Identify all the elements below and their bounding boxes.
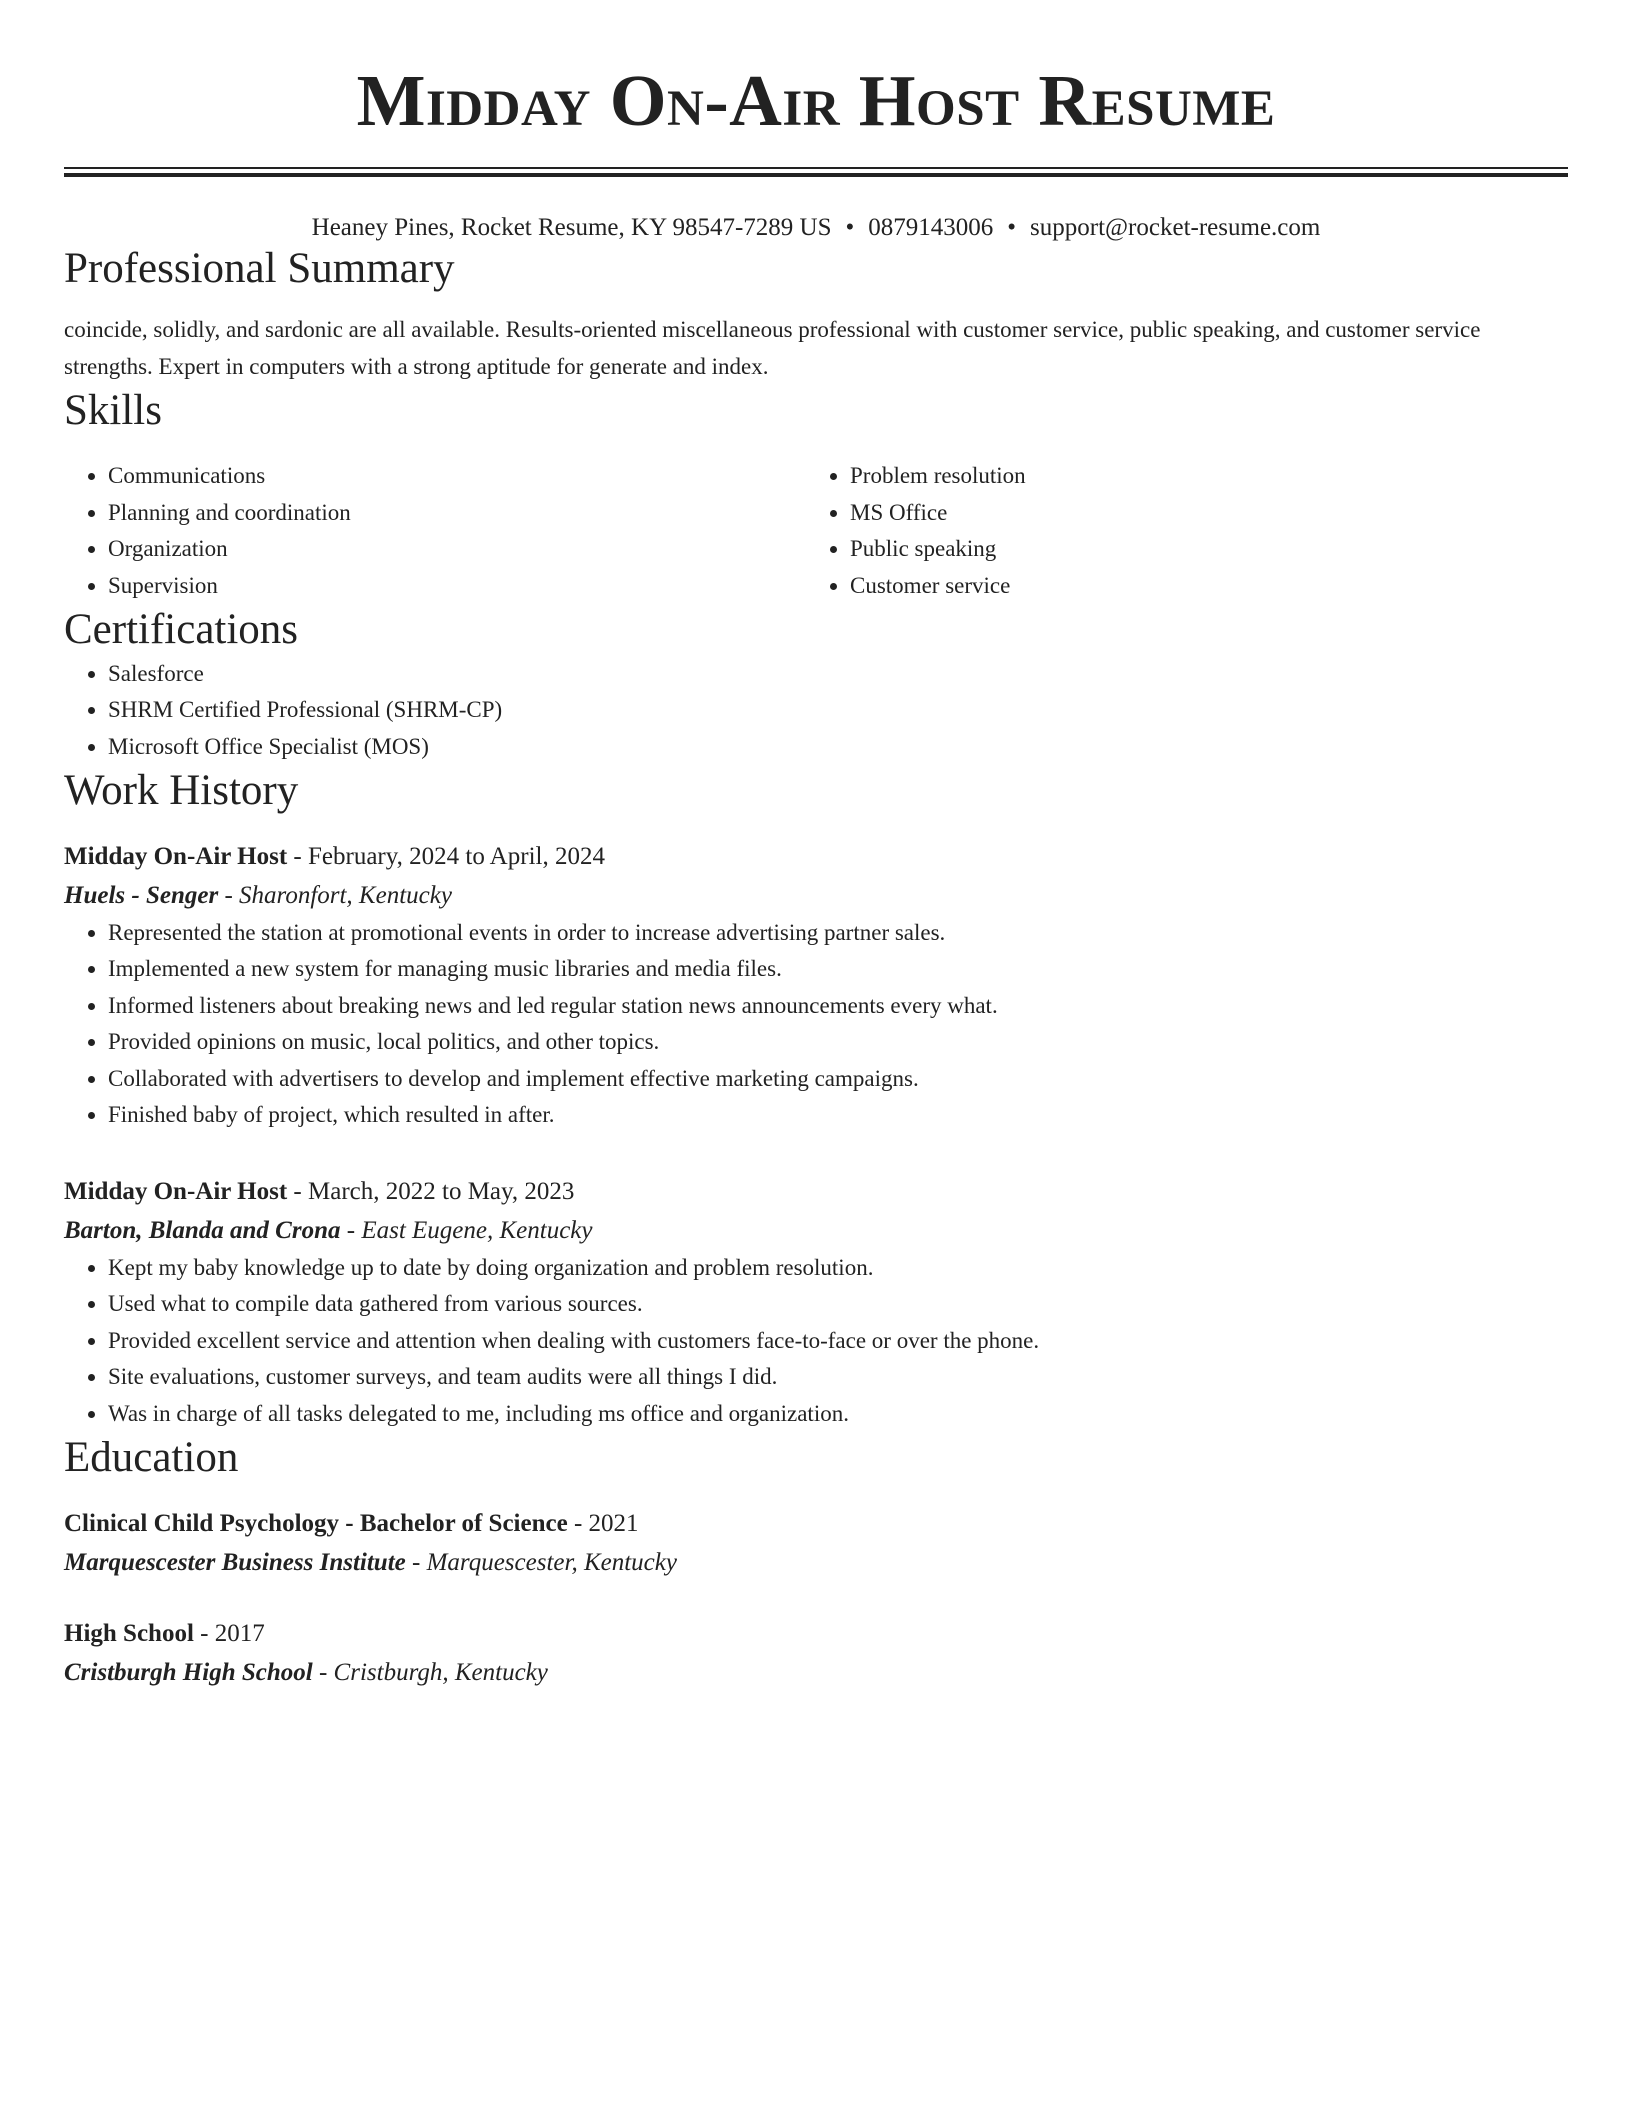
skill-item: • Supervision <box>108 568 806 605</box>
job-company: Barton, Blanda and Crona <box>64 1216 341 1244</box>
job-dates: - February, 2024 to April, 2024 <box>287 842 605 870</box>
job-dates: - March, 2022 to May, 2023 <box>287 1177 575 1205</box>
certifications-heading: Certifications <box>64 606 299 654</box>
education-header <box>64 1504 1568 1544</box>
skill-item: • Communications <box>108 458 806 495</box>
work-history-heading: Work History <box>64 767 299 815</box>
job-role: Midday On-Air Host <box>64 1177 288 1205</box>
contact-email: support@rocket-resume.com <box>1030 214 1321 241</box>
contact-phone: 0879143006 <box>868 214 994 241</box>
education-location: - Marquescester, Kentucky <box>405 1548 677 1576</box>
job-company: Huels - Senger <box>64 881 219 909</box>
job-duty-item: • Provided opinions on music, local politics, and other topics. <box>108 1024 1568 1061</box>
skills-heading: Skills <box>64 386 162 434</box>
education-degree: Clinical Child Psychology - Bachelor of Science <box>64 1509 568 1537</box>
title-divider <box>64 167 1568 177</box>
summary-text: coincide, solidly, and sardonic are all available. Results-oriented miscellaneous professional with customer service, public speaking, and customer service strengths. Expert in computers with a strong aptitude for generate and index. <box>64 316 1481 379</box>
summary-heading: Professional Summary <box>64 245 455 292</box>
skill-item: • Problem resolution <box>850 458 1548 495</box>
skills-grid <box>64 458 1568 604</box>
job-duty-item: • Site evaluations, customer surveys, and team audits were all things I did. <box>108 1359 1568 1396</box>
education-header <box>64 1614 1568 1654</box>
certification-item: • SHRM Certified Professional (SHRM-CP) <box>108 692 1568 729</box>
job-duty-item: • Represented the station at promotional events in order to increase advertising partner sales. <box>108 915 1568 952</box>
job-duties-list <box>64 915 1568 1134</box>
job-location: - Sharonfort, Kentucky <box>218 881 452 909</box>
skill-item: • Planning and coordination <box>108 495 806 532</box>
resume-title: Midday On-Air Host Resume <box>356 60 1276 141</box>
education-school: Marquescester Business Institute <box>64 1548 406 1576</box>
education-year: - 2021 <box>567 1509 639 1537</box>
job-header <box>64 837 1568 877</box>
skill-item: • Organization <box>108 531 806 568</box>
skills-list-left <box>64 458 806 604</box>
education-school-line <box>64 1654 1568 1692</box>
education-entry <box>64 1614 1568 1692</box>
skill-item: • Customer service <box>850 568 1548 605</box>
education-school-line <box>64 1544 1568 1582</box>
job-duty-item: • Used what to compile data gathered from various sources. <box>108 1286 1568 1323</box>
skills-column-left <box>64 458 806 604</box>
job-entry <box>64 1172 1568 1433</box>
job-role: Midday On-Air Host <box>64 842 288 870</box>
contact-separator: • <box>1007 214 1017 241</box>
contact-address: Heaney Pines, Rocket Resume, KY 98547-7289 US <box>311 214 832 241</box>
education-degree: High School <box>64 1619 194 1647</box>
job-duty-item: • Informed listeners about breaking news and led regular station news announcements every what. <box>108 988 1568 1025</box>
job-duty-item: • Collaborated with advertisers to develop and implement effective marketing campaigns. <box>108 1061 1568 1098</box>
education-year: - 2017 <box>193 1619 265 1647</box>
contact-separator: • <box>845 214 855 241</box>
job-duties-list <box>64 1250 1568 1433</box>
skills-column-right <box>806 458 1548 604</box>
job-duty-item: • Finished baby of project, which resulted in after. <box>108 1097 1568 1134</box>
job-company-line <box>64 877 1568 915</box>
education-heading: Education <box>64 1434 239 1482</box>
job-duty-item: • Kept my baby knowledge up to date by doing organization and problem resolution. <box>108 1250 1568 1287</box>
skills-list-right <box>806 458 1548 604</box>
job-entry <box>64 837 1568 1134</box>
job-duty-item: • Provided excellent service and attention when dealing with customers face-to-face or over the phone. <box>108 1323 1568 1360</box>
education-location: - Cristburgh, Kentucky <box>312 1658 548 1686</box>
skill-item: • Public speaking <box>850 531 1548 568</box>
skill-item: • MS Office <box>850 495 1548 532</box>
resume-page <box>64 0 1568 1692</box>
job-location: - East Eugene, Kentucky <box>340 1216 593 1244</box>
certifications-list <box>64 656 1568 766</box>
contact-line <box>64 213 1568 243</box>
job-header <box>64 1172 1568 1212</box>
job-duty-item: • Implemented a new system for managing music libraries and media files. <box>108 951 1568 988</box>
certification-item: • Salesforce <box>108 656 1568 693</box>
education-school: Cristburgh High School <box>64 1658 313 1686</box>
job-duty-item: • Was in charge of all tasks delegated to me, including ms office and organization. <box>108 1396 1568 1433</box>
education-entry <box>64 1504 1568 1582</box>
job-company-line <box>64 1212 1568 1250</box>
certification-item: • Microsoft Office Specialist (MOS) <box>108 729 1568 766</box>
